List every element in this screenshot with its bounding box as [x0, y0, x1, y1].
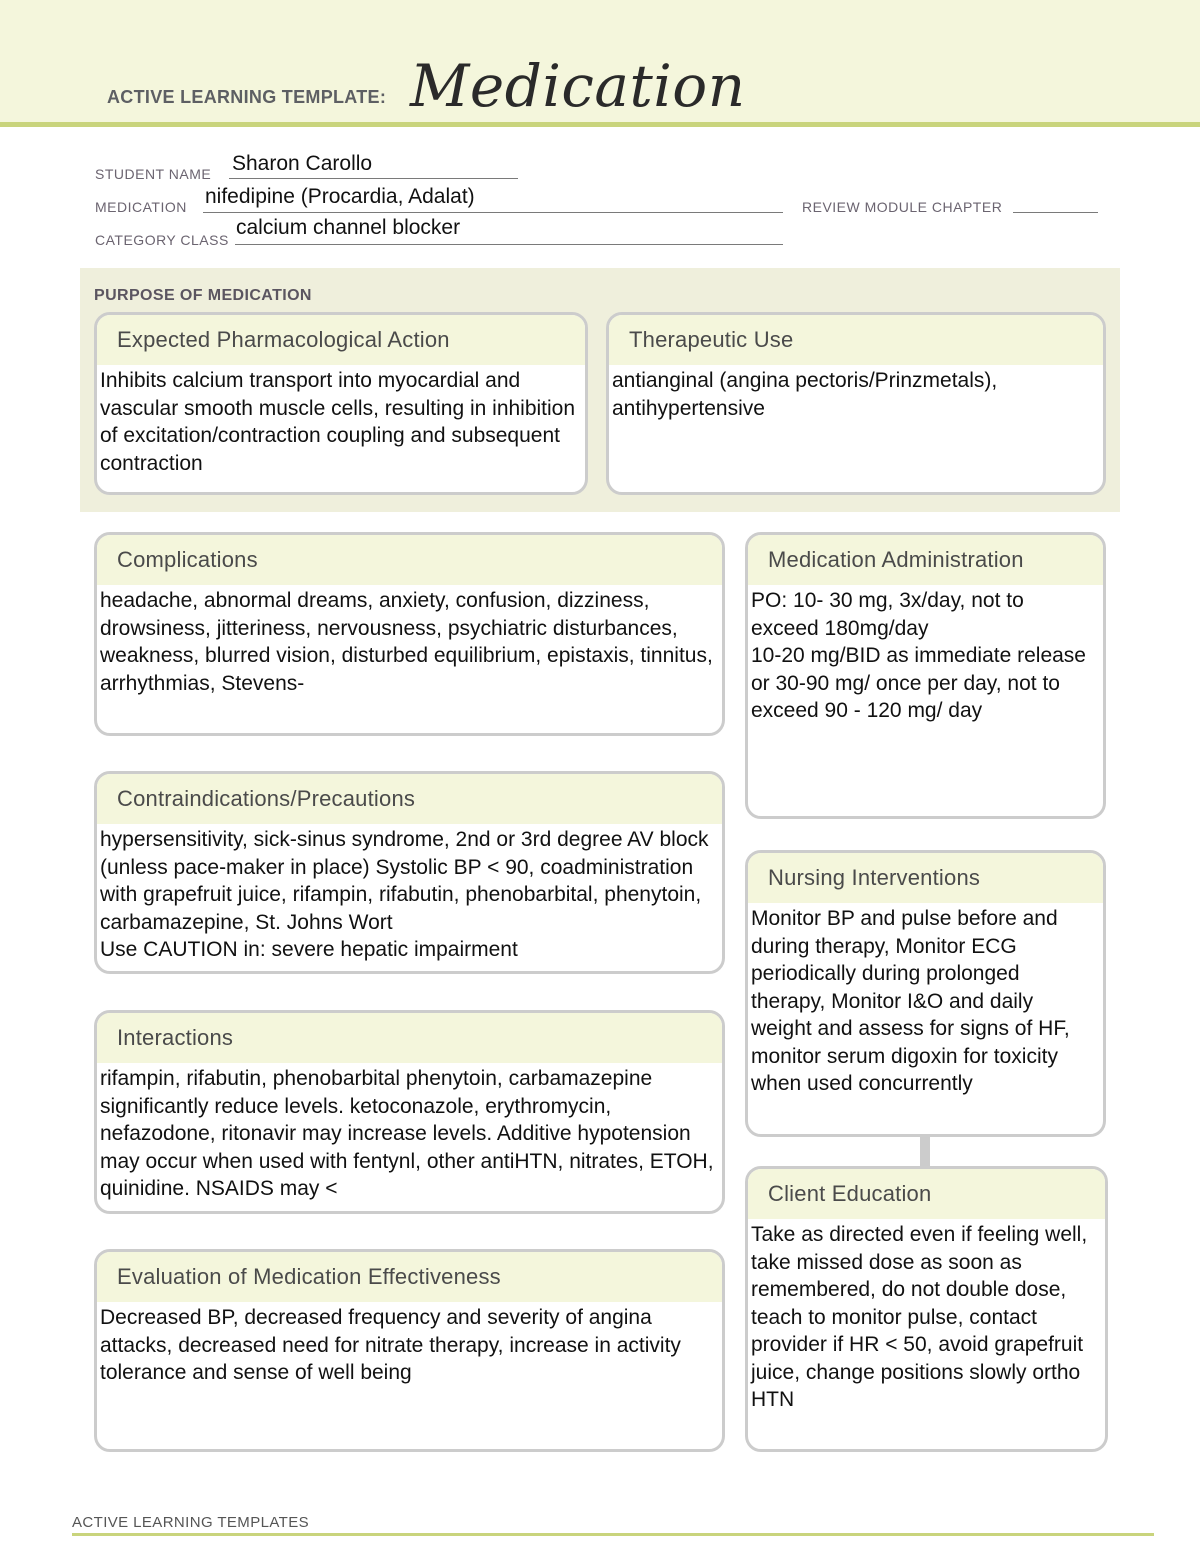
student-name-line — [229, 178, 518, 179]
interactions-box — [94, 1010, 725, 1214]
administration-text[interactable]: PO: 10- 30 mg, 3x/day, not to exceed 180mg/day 10-20 mg/BID as immediate release or 30-90 mg/ once per day, not to exceed 90 - 120 mg/ day — [751, 589, 1086, 722]
box-connector — [920, 1136, 930, 1166]
nursing-interventions-title: Nursing Interventions — [748, 853, 1103, 903]
complications-box — [94, 532, 725, 736]
expected-action-title: Expected Pharmacological Action — [97, 315, 585, 365]
complications-text[interactable]: headache, abnormal dreams, anxiety, confusion, dizziness, drowsiness, jitteriness, nervousness, psychiatric disturbances, weakness, blurred vision, disturbed equilibrium, epistaxis, tinnitus, arrhythmias, Stevens- — [100, 589, 713, 695]
nursing-interventions-text[interactable]: Monitor BP and pulse before and during therapy, Monitor ECG periodically during prolonged therapy, Monitor I&O and daily weight and assess for signs of HF, monitor serum digoxin for toxicity when used concurrently — [751, 907, 1070, 1095]
expected-action-text[interactable]: Inhibits calcium transport into myocardial and vascular smooth muscle cells, resulting in inhibition of excitation/contraction coupling and subsequent contraction — [100, 369, 576, 475]
medication-field[interactable]: nifedipine (Procardia, Adalat) — [205, 185, 475, 208]
footer-rule — [72, 1533, 1154, 1536]
contraindications-box — [94, 771, 725, 974]
interactions-title: Interactions — [97, 1013, 722, 1063]
category-field[interactable]: calcium channel blocker — [236, 216, 461, 239]
administration-box — [745, 532, 1106, 819]
student-name-field[interactable]: Sharon Carollo — [232, 152, 373, 175]
category-line — [235, 244, 783, 245]
header-rule — [0, 122, 1200, 127]
medication-label: MEDICATION — [95, 199, 187, 215]
review-module-label: REVIEW MODULE CHAPTER — [802, 199, 1003, 215]
evaluation-box — [94, 1249, 725, 1452]
purpose-label: PURPOSE OF MEDICATION — [94, 287, 312, 304]
administration-title: Medication Administration — [748, 535, 1103, 585]
therapeutic-use-text[interactable]: antianginal (angina pectoris/Prinzmetals), antihypertensive — [612, 369, 998, 420]
therapeutic-use-title: Therapeutic Use — [609, 315, 1103, 365]
expected-action-box — [94, 312, 588, 495]
contraindications-title: Contraindications/Precautions — [97, 774, 722, 824]
medication-line — [203, 212, 783, 213]
client-education-box — [745, 1166, 1108, 1452]
footer-text: ACTIVE LEARNING TEMPLATES — [72, 1514, 309, 1531]
complications-title: Complications — [97, 535, 722, 585]
template-label: ACTIVE LEARNING TEMPLATE: — [107, 87, 387, 107]
interactions-text[interactable]: rifampin, rifabutin, phenobarbital phenytoin, carbamazepine significantly reduce levels. ketoconazole, erythromycin, nefazodone, ritonavir may increase levels. Additive hypotension may occur when used with fentynl, other antiHTN, nitrates, ETOH, quinidine. NSAIDS may < — [100, 1067, 714, 1200]
nursing-interventions-box — [745, 850, 1106, 1137]
page-title: Medication — [410, 52, 746, 120]
evaluation-title: Evaluation of Medication Effectiveness — [97, 1252, 722, 1302]
contraindications-text[interactable]: hypersensitivity, sick-sinus syndrome, 2nd or 3rd degree AV block (unless pace-maker in place) Systolic BP < 90, coadministration with grapefruit juice, rifampin, rifabutin, phenobarbital, phenytoin, carbamazepine, St. Johns Wort Use CAUTION in: severe hepatic impairment — [100, 828, 709, 961]
review-module-field[interactable] — [1013, 212, 1098, 213]
student-name-label: STUDENT NAME — [95, 166, 212, 182]
category-label: CATEGORY CLASS — [95, 232, 229, 248]
client-education-text[interactable]: Take as directed even if feeling well, take missed dose as soon as remembered, do not double dose, teach to monitor pulse, contact provider if HR < 50, avoid grapefruit juice, change positions slowly ortho HTN — [751, 1223, 1088, 1411]
evaluation-text[interactable]: Decreased BP, decreased frequency and severity of angina attacks, decreased need for nitrate therapy, increase in activity tolerance and sense of well being — [100, 1306, 681, 1384]
therapeutic-use-box — [606, 312, 1106, 495]
client-education-title: Client Education — [748, 1169, 1105, 1219]
